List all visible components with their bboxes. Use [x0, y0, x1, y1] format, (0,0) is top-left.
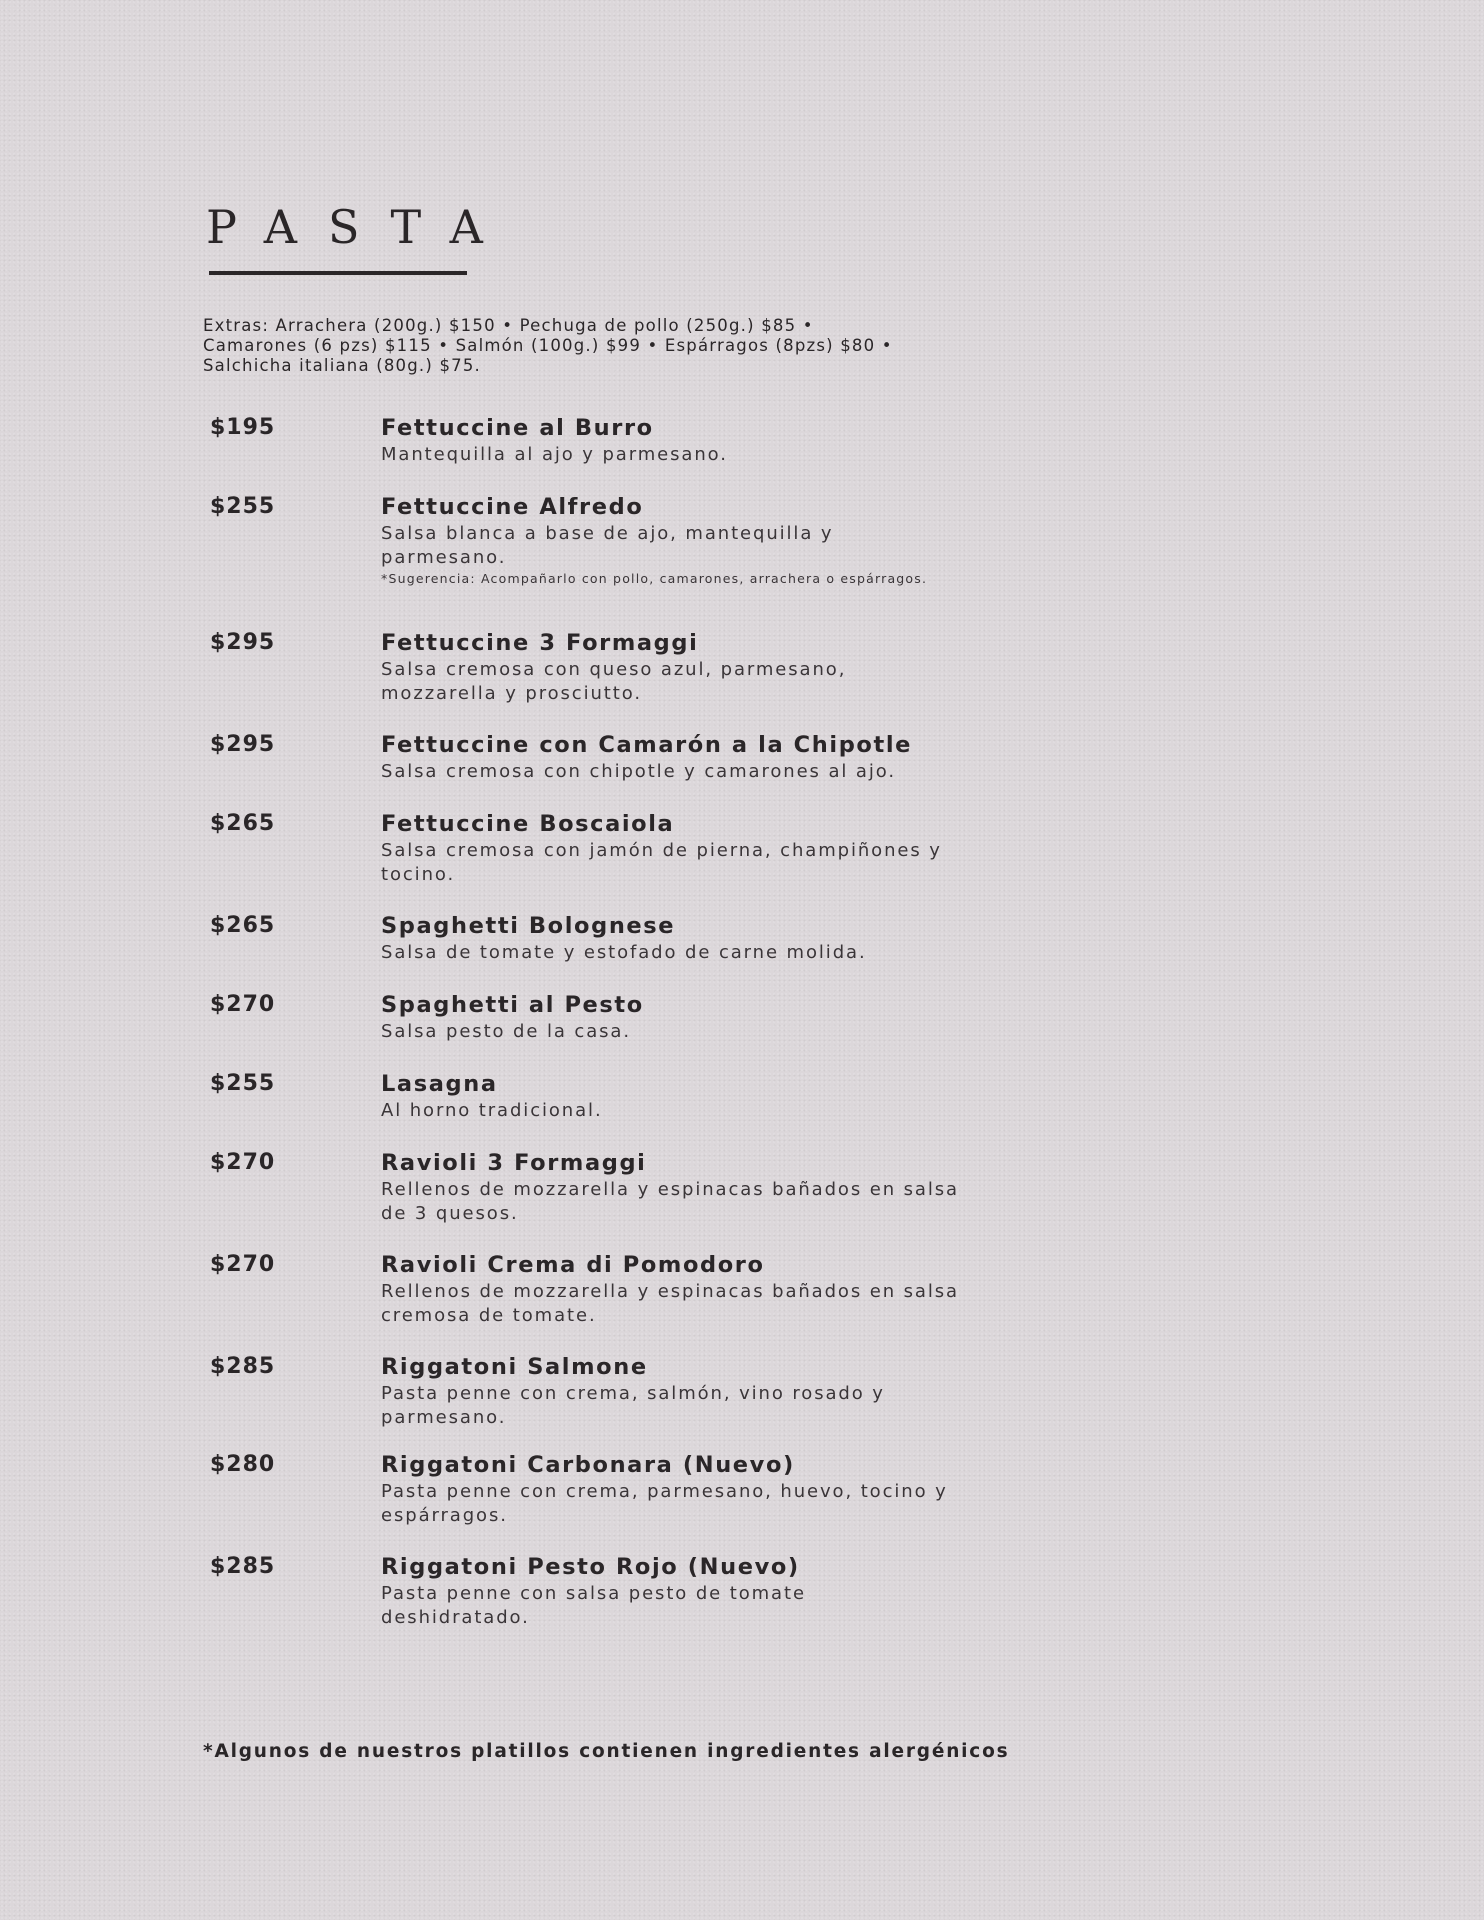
- item-price: $295: [210, 732, 276, 757]
- item-price: $280: [210, 1452, 276, 1477]
- item-description: Al horno tradicional.: [381, 1100, 603, 1121]
- item-name: Fettuccine con Camarón a la Chipotle: [381, 732, 913, 758]
- item-description: Salsa pesto de la casa.: [381, 1021, 631, 1042]
- item-name: Ravioli Crema di Pomodoro: [381, 1252, 765, 1278]
- item-description: Salsa blanca a base de ajo, mantequilla y parmesano.: [381, 523, 834, 568]
- item-price: $255: [210, 1071, 276, 1096]
- item-description: Salsa cremosa con queso azul, parmesano, mozzarella y prosciutto.: [381, 659, 847, 704]
- item-name: Fettuccine Boscaiola: [381, 811, 675, 837]
- item-description: Pasta penne con crema, parmesano, huevo, tocino y espárragos.: [381, 1481, 948, 1526]
- item-name: Fettuccine Alfredo: [381, 494, 644, 520]
- item-description: Mantequilla al ajo y parmesano.: [381, 444, 728, 465]
- item-description: Salsa de tomate y estofado de carne molida.: [381, 942, 867, 963]
- item-name: Riggatoni Carbonara (Nuevo): [381, 1452, 795, 1478]
- allergen-note: *Algunos de nuestros platillos contienen ingredientes alergénicos: [203, 1741, 1010, 1762]
- item-description: Salsa cremosa con chipotle y camarones al ajo.: [381, 761, 896, 782]
- title-underline: [209, 271, 467, 275]
- item-name: Fettuccine 3 Formaggi: [381, 630, 699, 656]
- item-price: $255: [210, 494, 276, 519]
- item-price: $270: [210, 1150, 276, 1175]
- section-title: PASTA: [206, 200, 514, 254]
- item-name: Lasagna: [381, 1071, 498, 1097]
- item-price: $265: [210, 811, 276, 836]
- item-name: Ravioli 3 Formaggi: [381, 1150, 647, 1176]
- item-price: $295: [210, 630, 276, 655]
- item-name: Spaghetti al Pesto: [381, 992, 644, 1018]
- item-name: Fettuccine al Burro: [381, 415, 654, 441]
- item-price: $270: [210, 992, 276, 1017]
- item-name: Riggatoni Salmone: [381, 1354, 648, 1380]
- item-name: Riggatoni Pesto Rojo (Nuevo): [381, 1554, 800, 1580]
- item-description: Pasta penne con salsa pesto de tomate deshidratado.: [381, 1583, 806, 1628]
- item-description: Rellenos de mozzarella y espinacas bañados en salsa cremosa de tomate.: [381, 1281, 959, 1326]
- item-name: Spaghetti Bolognese: [381, 913, 676, 939]
- item-price: $285: [210, 1554, 276, 1579]
- item-description: Pasta penne con crema, salmón, vino rosado y parmesano.: [381, 1383, 885, 1428]
- item-price: $270: [210, 1252, 276, 1277]
- item-price: $285: [210, 1354, 276, 1379]
- item-description: Rellenos de mozzarella y espinacas bañados en salsa de 3 quesos.: [381, 1179, 959, 1224]
- item-suggestion-note: *Sugerencia: Acompañarlo con pollo, camarones, arrachera o espárragos.: [381, 571, 928, 586]
- item-price: $265: [210, 913, 276, 938]
- item-description: Salsa cremosa con jamón de pierna, champiñones y tocino.: [381, 840, 942, 885]
- extras-list: Extras: Arrachera (200g.) $150 • Pechuga de pollo (250g.) $85 • Camarones (6 pzs) $115 • Salmón (100g.) $99 • Espárragos (8pzs) $80 • Salchicha italiana (80g.) $75.: [203, 316, 893, 375]
- item-price: $195: [210, 415, 276, 440]
